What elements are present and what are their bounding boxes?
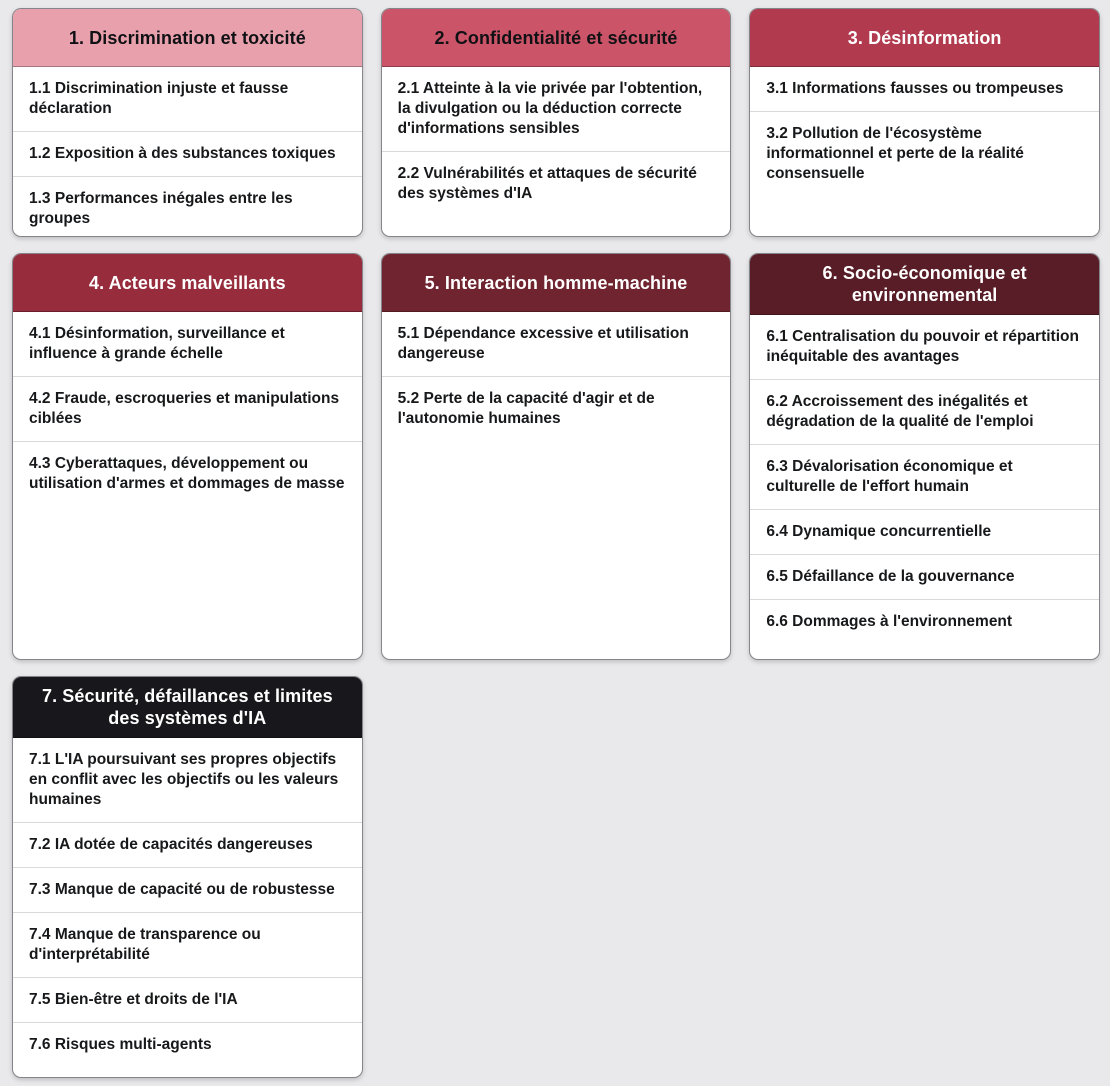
risk-item: 7.4 Manque de transparence ou d'interprétabilité [13,912,362,977]
risk-item: 6.1 Centralisation du pouvoir et répartition inéquitable des avantages [766,328,1079,365]
risk-category-title: 1. Discrimination et toxicité [68,27,306,48]
risk-item: 4.2 Fraude, escroqueries et manipulations ciblées [13,376,362,441]
risk-item: 3.1 Informations fausses ou trompeuses [766,80,1064,97]
risk-category-title: 3. Désinformation [847,27,1002,48]
risk-item-list [750,315,1099,659]
risk-item: 7.2 IA dotée de capacités dangereuses [13,822,362,867]
risk-item: 4.3 Cyberattaques, développement ou utilisation d'armes et dommages de masse [13,441,362,506]
risk-item: 6.5 Défaillance de la gouvernance [750,554,1099,599]
risk-item: 7.5 Bien-être et droits de l'IA [13,977,362,1022]
risk-category-header [13,677,362,738]
risk-item-list [13,312,362,659]
risk-category-card-7 [12,676,363,1078]
risk-category-title: 7. Sécurité, défaillances et limites des systèmes d'IA [41,686,333,728]
risk-item: 7.6 Risques multi-agents [13,1022,362,1067]
risk-category-card-5 [381,253,732,660]
risk-item: 5.1 Dépendance excessive et utilisation dangereuse [397,325,689,362]
risk-item: 1.3 Performances inégales entre les groupes [13,176,362,237]
risk-category-card-4 [12,253,363,660]
risk-item: 2.1 Atteinte à la vie privée par l'obtention, la divulgation ou la déduction correcte d'informations sensibles [397,80,703,137]
risk-category-header [13,9,362,67]
risk-category-card-1 [12,8,363,237]
risk-category-header [750,254,1099,315]
risk-item: 6.2 Accroissement des inégalités et dégradation de la qualité de l'emploi [750,379,1099,444]
risk-category-title: 4. Acteurs malveillants [88,272,286,293]
risk-item: 5.2 Perte de la capacité d'agir et de l'autonomie humaines [382,376,731,441]
risk-category-header [382,254,731,312]
risk-item: 7.1 L'IA poursuivant ses propres objectifs en conflit avec les objectifs ou les valeurs humaines [29,751,339,808]
risk-item: 1.1 Discrimination injuste et fausse déclaration [29,80,289,117]
risk-item-list [382,312,731,659]
risk-category-card-3 [749,8,1100,237]
risk-item-list [750,67,1099,236]
risk-item: 6.4 Dynamique concurrentielle [750,509,1099,554]
risk-category-title: 6. Socio-économique et environnemental [822,263,1027,305]
risk-item-list [13,738,362,1077]
risk-category-card-2 [381,8,732,237]
risk-item: 3.2 Pollution de l'écosystème informationnel et perte de la réalité consensuelle [750,111,1099,196]
risk-category-header [750,9,1099,67]
risk-item-list [382,67,731,236]
risk-category-card-6 [749,253,1100,660]
risk-item: 6.3 Dévalorisation économique et culturelle de l'effort humain [750,444,1099,509]
risk-category-header [13,254,362,312]
risk-item: 7.3 Manque de capacité ou de robustesse [13,867,362,912]
risk-category-header [382,9,731,67]
risk-category-title: 5. Interaction homme-machine [424,272,688,293]
risk-category-title: 2. Confidentialité et sécurité [434,27,678,48]
risk-item-list [13,67,362,237]
risk-item: 4.1 Désinformation, surveillance et influence à grande échelle [29,325,285,362]
risk-item: 6.6 Dommages à l'environnement [750,599,1099,644]
risk-item: 1.2 Exposition à des substances toxiques [13,131,362,176]
risk-item: 2.2 Vulnérabilités et attaques de sécurité des systèmes d'IA [382,151,731,216]
